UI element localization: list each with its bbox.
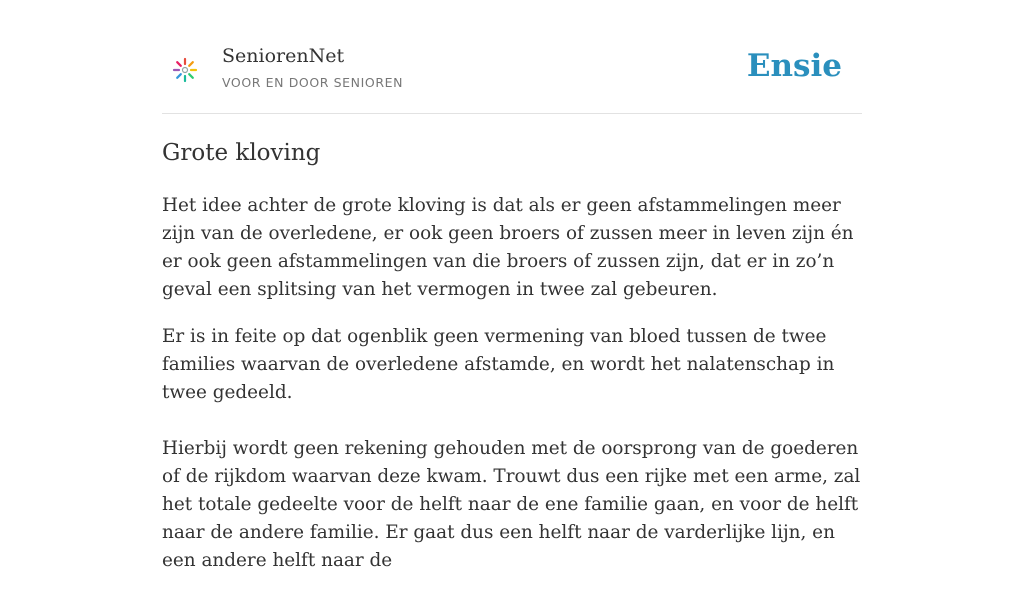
page-title: Grote kloving xyxy=(162,140,321,166)
article-paragraph: Hierbij wordt geen rekening gehouden met de oorsprong van de goederen of de rijkdom waarvan deze kwam. Trouwt dus een rijke met een arme, zal het totale gedeelte voor de helft naar de ene familie gaan, en voor de helft naar de andere familie. Er gaat dus een helft naar de varderlijke lijn, en een andere helft naar de xyxy=(162,438,861,571)
seniorennet-logo-icon[interactable] xyxy=(172,57,198,83)
ensie-logo-link[interactable]: Ensie xyxy=(746,48,842,84)
logo-mark-icon xyxy=(172,57,198,83)
article-paragraph: Het idee achter de grote kloving is dat als er geen afstammelingen meer zijn van de overledene, er ook geen broers of zussen meer in leven zijn én er ook geen afstammelingen van die broers of zussen zijn, dat er in zo’n geval een splitsing van het vermogen in twee zal gebeuren. xyxy=(162,195,854,300)
brand-name[interactable]: SeniorenNet xyxy=(222,45,345,67)
article xyxy=(162,136,862,594)
article-paragraph: Er is in feite op dat ogenblik geen vermening van bloed tussen de twee families waarvan de overledene afstamde, en wordt het nalatenschap in twee gedeeld. xyxy=(162,326,835,403)
brand-tagline: VOOR EN DOOR SENIOREN xyxy=(222,75,404,90)
site-header xyxy=(162,0,862,114)
